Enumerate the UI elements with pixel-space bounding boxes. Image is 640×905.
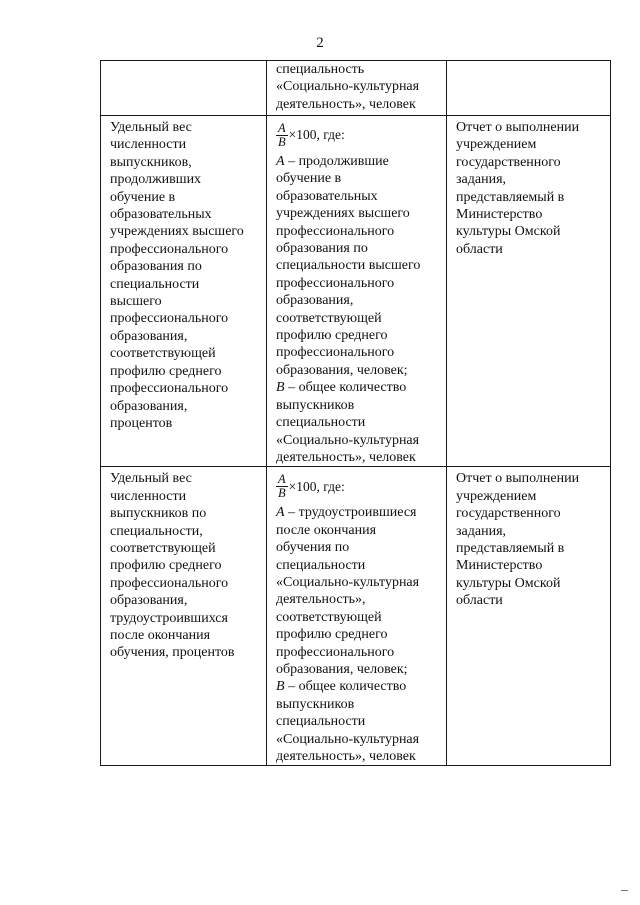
source-line: Министерство [456, 207, 543, 223]
indicator-line: соответствующей [110, 540, 216, 556]
definition-line [276, 292, 442, 309]
source-line: представляемый в [456, 540, 565, 556]
variable-symbol: A [276, 154, 285, 169]
definition-line [276, 257, 442, 274]
formula-cell [267, 61, 447, 116]
definition-text: – общее количество [284, 380, 407, 396]
definition-line [276, 678, 442, 695]
table-row [101, 116, 611, 467]
definition-text: образования, человек; [276, 661, 408, 677]
definition-text: обучения по [276, 540, 350, 556]
definition-text: специальности [276, 557, 366, 573]
source-cell [447, 61, 611, 116]
source-line: учреждением [456, 488, 537, 504]
indicator-line: соответствующей [110, 346, 216, 362]
definition-text: образования, человек; [276, 362, 408, 378]
formula [276, 468, 442, 504]
definition-line [276, 522, 442, 539]
definition-text: деятельность», человек [276, 749, 416, 764]
indicator-line: обучения, процентов [110, 645, 235, 661]
indicator-line: специальности [110, 276, 200, 292]
definition-line [276, 504, 442, 521]
definition-line [276, 240, 442, 257]
definition-line [276, 644, 442, 661]
definition-line [276, 223, 442, 240]
indicator-line: выпускников, [110, 154, 192, 170]
source-line: области [456, 241, 503, 257]
table-row [101, 61, 611, 116]
formula-cell [267, 467, 447, 766]
definition-line [276, 661, 442, 678]
definition-text: «Социально-культурная [276, 731, 420, 747]
indicator-line: профилю среднего [110, 363, 222, 379]
indicator-line: образовательных [110, 207, 212, 223]
definition-line [276, 574, 442, 591]
indicator-line: образования, [110, 328, 188, 344]
definition-text: профессионального [276, 345, 395, 361]
definition-text: после окончания [276, 522, 377, 538]
indicator-line: высшего [110, 294, 162, 310]
definition-line [276, 397, 442, 414]
source-cell [447, 467, 611, 766]
indicators-table [100, 60, 611, 766]
indicator-line: численности [110, 137, 187, 153]
indicator-line: образования по [110, 259, 202, 275]
definition-line [276, 539, 442, 556]
indicator-line: продолживших [110, 172, 202, 188]
indicator-line: выпускников по [110, 506, 207, 522]
definition-line [276, 170, 442, 187]
source-line: представляемый в [456, 189, 565, 205]
definition-line [276, 327, 442, 344]
source-cell [447, 116, 611, 467]
source-line: культуры Омской [456, 224, 561, 240]
formula [276, 117, 442, 153]
definition-line [276, 626, 442, 643]
fraction-denominator: B [278, 485, 286, 500]
source-line: области [456, 593, 503, 609]
indicator-line: профессионального [110, 241, 229, 257]
definition-line [276, 379, 442, 396]
indicator-line: учреждениях высшего [110, 224, 244, 240]
definition-line [276, 449, 442, 466]
definition-line: деятельность», человек [276, 96, 416, 112]
definition-text: профессионального [276, 275, 395, 291]
definition-line [276, 696, 442, 713]
source-line: задания, [456, 172, 507, 188]
definition-line [276, 205, 442, 222]
indicator-line: численности [110, 488, 187, 504]
table-row [101, 467, 611, 766]
definition-text: деятельность», [276, 592, 366, 608]
definition-line: «Социально-культурная [276, 79, 420, 95]
definition-line [276, 344, 442, 361]
definition-line [276, 748, 442, 765]
indicator-line: Удельный вес [110, 120, 192, 135]
definition-line [276, 713, 442, 730]
definition-line [276, 432, 442, 449]
formula-multiplier: ×100, где: [288, 478, 345, 494]
indicator-line: после окончания [110, 627, 211, 643]
definition-text: «Социально-культурная [276, 432, 420, 448]
definition-text: специальности [276, 415, 366, 431]
definition-text: соответствующей [276, 310, 382, 326]
definition-text: образования по [276, 241, 368, 257]
definition-text: профессионального [276, 644, 395, 660]
definition-text: специальности [276, 714, 366, 730]
definition-text: выпускников [276, 397, 355, 413]
indicator-cell [101, 116, 267, 467]
indicator-line: образования, [110, 593, 188, 609]
definition-line [276, 153, 442, 170]
source-line: задания, [456, 523, 507, 539]
definition-text: профессионального [276, 223, 395, 239]
definition-text: выпускников [276, 696, 355, 712]
source-line: Министерство [456, 558, 543, 574]
source-line: культуры Омской [456, 575, 561, 591]
indicator-line: профессионального [110, 311, 229, 327]
formula-cell [267, 116, 447, 467]
indicator-cell [101, 61, 267, 116]
definition-text: профилю среднего [276, 627, 388, 643]
source-line: государственного [456, 506, 561, 522]
definition-text: деятельность», человек [276, 449, 416, 465]
page-number: 2 [316, 35, 324, 51]
scan-mark [621, 890, 628, 891]
definition-line [276, 557, 442, 574]
definition-line [276, 609, 442, 626]
definition-text: «Социально-культурная [276, 574, 420, 590]
indicator-line: профилю среднего [110, 558, 222, 574]
definition-text: – трудоустроившиеся [284, 505, 417, 521]
indicator-line: профессионального [110, 381, 229, 397]
indicator-line: трудоустроившихся [110, 610, 228, 626]
indicator-line: профессионального [110, 575, 229, 591]
formula-multiplier: ×100, где: [288, 127, 345, 143]
indicator-line: обучение в [110, 189, 176, 205]
definition-line [276, 275, 442, 292]
indicator-line: Удельный вес [110, 471, 192, 487]
indicator-line: образования, [110, 398, 188, 414]
definition-text: соответствующей [276, 609, 382, 625]
definition-line [276, 362, 442, 379]
fraction-numerator: A [278, 471, 286, 486]
definition-text: образования, [276, 293, 354, 309]
source-line: государственного [456, 154, 561, 170]
definition-text: специальности высшего [276, 258, 421, 274]
variable-symbol: B [276, 679, 285, 695]
variable-symbol: B [276, 380, 285, 396]
indicator-cell [101, 467, 267, 766]
definition-text: обучение в [276, 171, 342, 187]
definition-text: – продолжившие [284, 154, 389, 169]
fraction-numerator: A [278, 120, 286, 135]
source-line: Отчет о выполнении [456, 120, 580, 135]
indicators-table-body [101, 61, 611, 766]
definition-line: специальность [276, 62, 365, 77]
definition-line [276, 310, 442, 327]
indicator-line: специальности, [110, 523, 203, 539]
definition-text: – общее количество [284, 679, 407, 695]
source-line: учреждением [456, 137, 537, 153]
definition-text: учреждениях высшего [276, 206, 410, 222]
definition-line [276, 414, 442, 431]
fraction [276, 122, 288, 149]
indicator-line: процентов [110, 415, 173, 431]
variable-symbol: A [276, 505, 285, 521]
definition-line [276, 188, 442, 205]
fraction [276, 473, 288, 500]
source-line: Отчет о выполнении [456, 471, 580, 487]
definition-line [276, 731, 442, 748]
fraction-denominator: B [278, 134, 286, 149]
definition-text: профилю среднего [276, 328, 388, 344]
definition-line [276, 591, 442, 608]
definition-text: образовательных [276, 188, 378, 204]
